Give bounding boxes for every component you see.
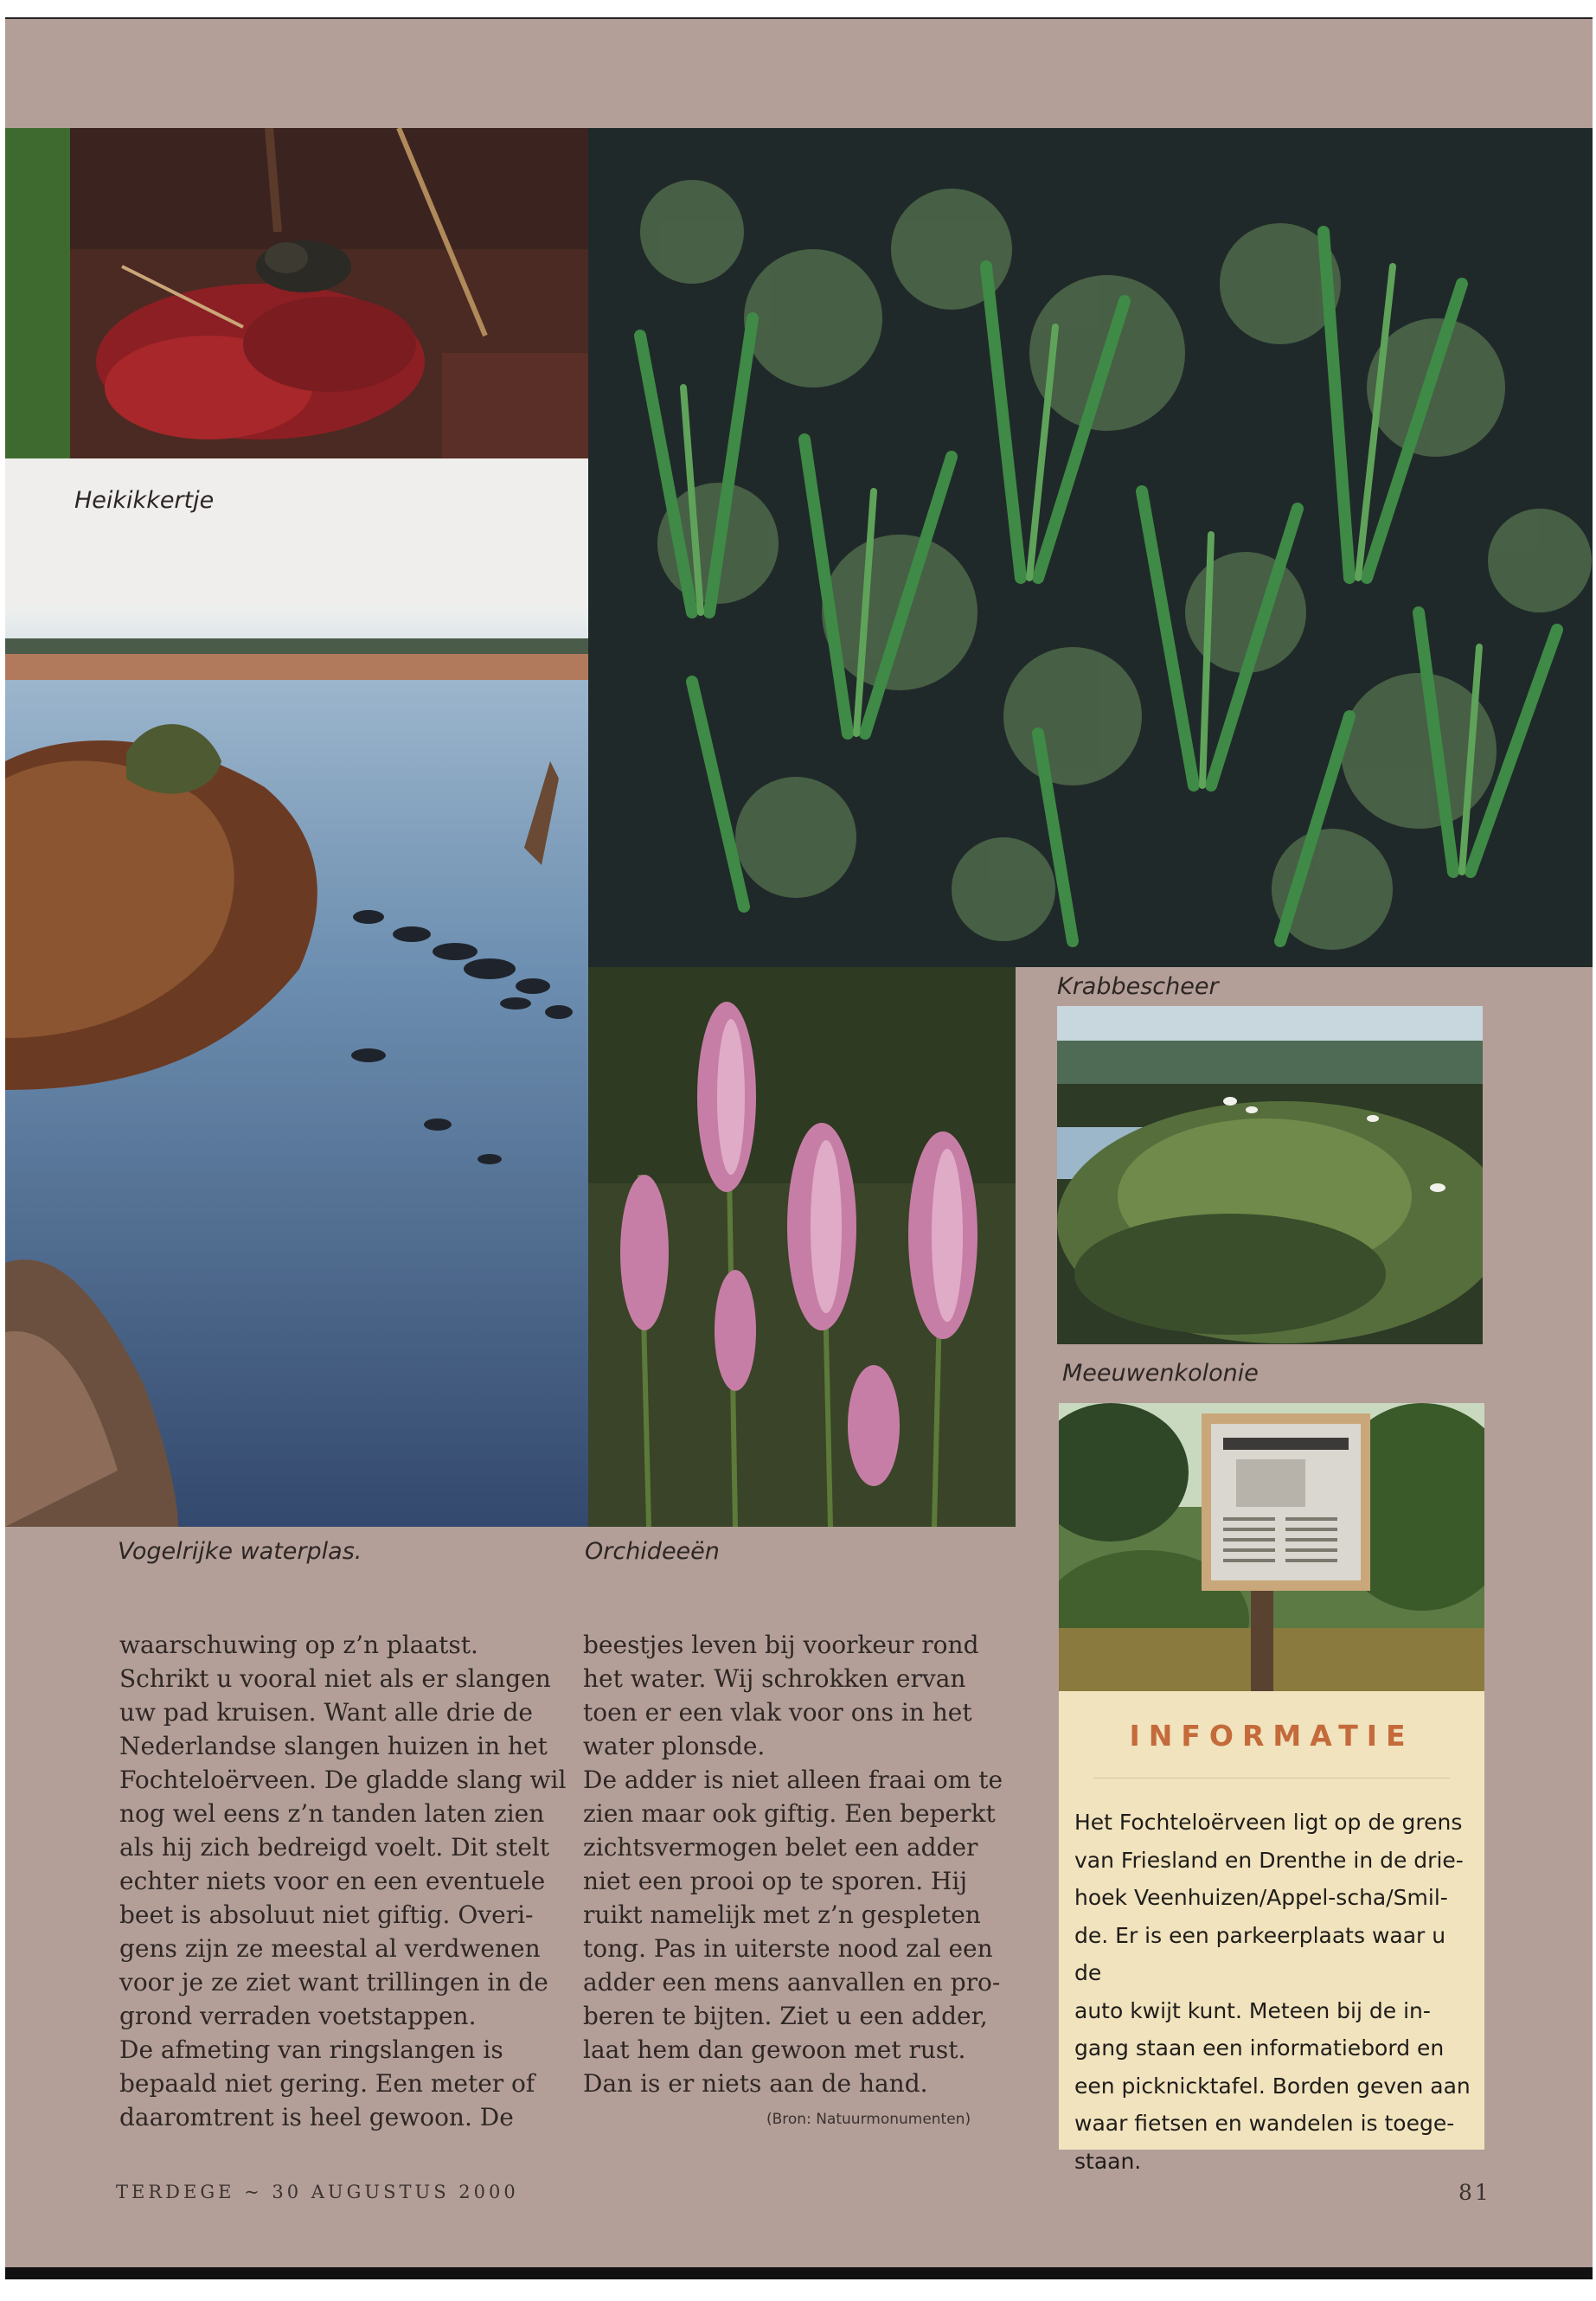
- pool-photo: [5, 606, 588, 1527]
- footer-magazine-date: TERDEGE ~ 30 AUGUSTUS 2000: [116, 2182, 519, 2202]
- bottom-rule: [5, 2267, 1593, 2279]
- info-board-photo: [1059, 1403, 1484, 1691]
- caption-crab-claw: Krabbescheer: [1057, 973, 1219, 1000]
- caption-gull-colony: Meeuwenkolonie: [1062, 1360, 1259, 1387]
- crab-claw-photo: [588, 128, 1593, 967]
- info-title: INFORMATIE: [1129, 1719, 1414, 1753]
- frog-photo: [70, 128, 589, 458]
- caption-orchids: Orchideeën: [585, 1538, 720, 1565]
- footer-page-number: 81: [1458, 2180, 1491, 2205]
- article-column-2: beestjes leven bij voorkeur rond het water. Wij schrokken ervan toen er een vlak voor ons in het water plonsde. De adder is niet alleen fraai om te zien maar ook giftig. Een beperkt zichtsvermogen belet een adder niet een prooi op te sporen. Hij ruikt namelijk met z’n gespleten tong. Pas in uiterste nood zal een adder een mens aanvallen en pro- beren te bijten. Ziet u een adder, laat hem dan gewoon met rust. Dan is er niets aan de hand.: [583, 1631, 1003, 2098]
- left-green-strip: [5, 128, 70, 458]
- caption-pool: Vogelrijke waterplas.: [118, 1538, 362, 1565]
- info-divider: [1093, 1778, 1450, 1779]
- caption-frog: Heikikkertje: [74, 487, 215, 514]
- information-box: [1059, 1691, 1484, 2174]
- caption-band: [5, 458, 588, 606]
- top-rule: [5, 17, 1593, 19]
- magazine-page: [5, 17, 1593, 2279]
- orchid-photo: [588, 967, 1016, 1527]
- article-column-1: waarschuwing op z’n plaatst. Schrikt u vooral niet als er slangen uw pad kruisen. Want alle drie de Nederlandse slangen huizen in het Fochteloërveen. De gladde slang wil nog wel eens z’n tanden laten zien als hij zich bedreigd voelt. Dit stelt echter niets voor en een eventuele beet is absoluut niet giftig. Overi- gens zijn ze meestal al verdwenen voor je ze ziet want trillingen in de grond verraden voetstappen. De afmeting van ringslangen is bepaald niet gering. Een meter of daaromtrent is heel gewoon. De: [119, 1631, 567, 2131]
- gull-colony-photo: [1057, 1006, 1483, 1344]
- article-source: (Bron: Natuurmonumenten): [766, 2111, 971, 2128]
- info-text: Het Fochteloërveen ligt op de grens van Friesland en Drenthe in de drie- hoek Veenhuizen/Appel-scha/Smil- de. Er is een parkeerplaats waar u de auto kwijt kunt. Meteen bij de in- gang staan een informatiebord en een picknicktafel. Borden geven aan waar fietsen en wandelen is toege- staan.: [1074, 1810, 1471, 2174]
